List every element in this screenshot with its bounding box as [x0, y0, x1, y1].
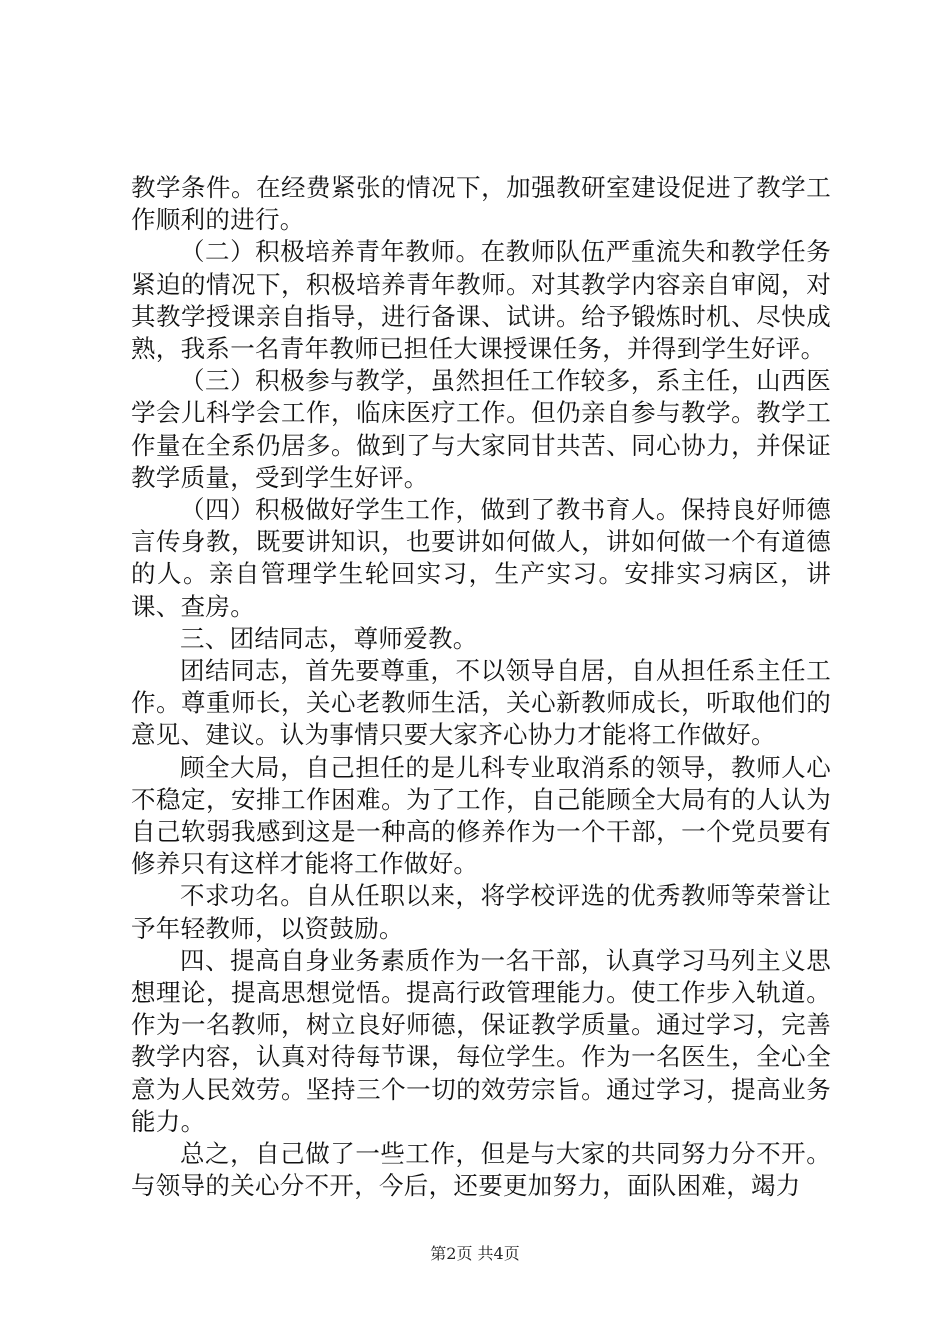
section-heading-three: 三、团结同志，尊师爱教。 [180, 623, 478, 653]
paragraph-no-fame: 不求功名。自从任职以来，将学校评选的优秀教师等荣誉让予年轻教师，以资鼓励。 [131, 881, 831, 943]
page-footer [0, 1244, 950, 1264]
paragraph-unite-colleagues: 团结同志，首先要尊重，不以领导自居，自从担任系主任工作。尊重师长，关心老教师生活，关心新教师成长，听取他们的意见、建议。认为事情只要大家齐心协力才能将工作做好。 [131, 656, 831, 750]
page-number-label: 第2页 共4页 [430, 1244, 520, 1263]
paragraph-participate-teaching: （三）积极参与教学，虽然担任工作较多，系主任，山西医学会儿科学会工作，临床医疗工作。但仍亲自参与教学。教学工作量在全系仍居多。做到了与大家同甘共苦、同心协力，并保证教学质量，受到学生好评。 [131, 366, 831, 492]
paragraph-continuation: 教学条件。在经费紧张的情况下，加强教研室建设促进了教学工作顺利的进行。 [131, 173, 831, 235]
paragraph-student-work: （四）积极做好学生工作，做到了教书育人。保持良好师德言传身教，既要讲知识，也要讲如何做人，讲如何做一个有道德的人。亲自管理学生轮回实习，生产实习。安排实习病区，讲课、查房。 [131, 495, 831, 621]
paragraph-train-young-teachers: （二）积极培养青年教师。在教师队伍严重流失和教学任务紧迫的情况下，积极培养青年教师。对其教学内容亲自审阅，对其教学授课亲自指导，进行备课、试讲。给予锻炼时机、尽快成熟，我系一名青年教师已担任大课授课任务，并得到学生好评。 [131, 237, 831, 364]
paragraph-summary: 总之，自己做了一些工作，但是与大家的共同努力分不开。与领导的关心分不开，今后，还要更加努力，面队困难，竭力 [131, 1139, 831, 1201]
paragraph-improve-quality: 四、提高自身业务素质作为一名干部，认真学习马列主义思想理论，提高思想觉悟。提高行政管理能力。使工作步入轨道。作为一名教师，树立良好师德，保证教学质量。通过学习，完善教学内容，认真对待每节课，每位学生。作为一名医生，全心全意为人民效劳。坚持三个一切的效劳宗旨。通过学习，提高业务能力。 [131, 945, 831, 1136]
document-body [131, 172, 831, 1203]
paragraph-overall-situation: 顾全大局，自己担任的是儿科专业取消系的领导，教师人心不稳定，安排工作困难。为了工作，自己能顾全大局有的人认为自己软弱我感到这是一种高的修养作为一个干部，一个党员要有修养只有这样才能将工作做好。 [131, 752, 831, 879]
